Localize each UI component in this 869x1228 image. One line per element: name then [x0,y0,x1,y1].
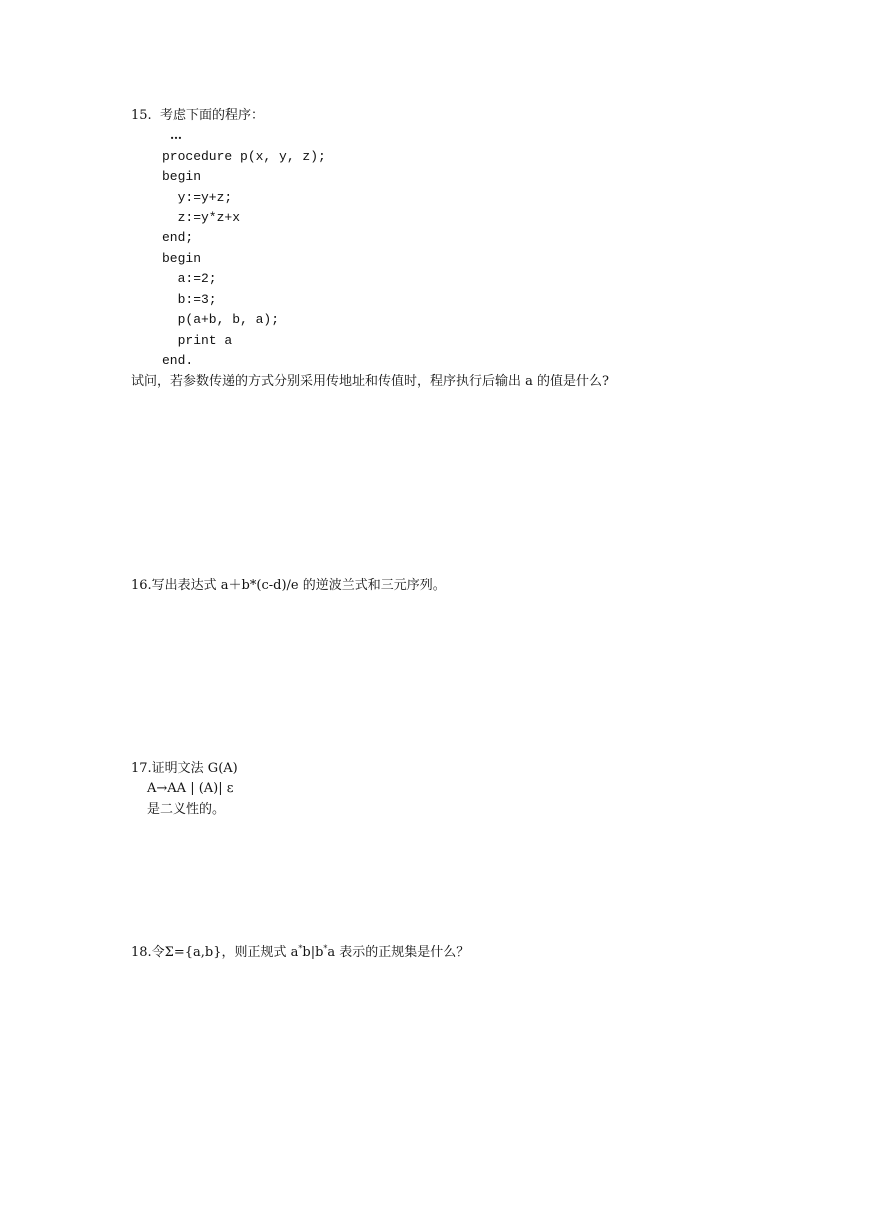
code-line: end; [162,230,194,245]
code-line: z:=y*z+x [162,210,241,225]
q17-heading: 17.证明文法 G(A) [131,761,238,776]
kleene-star: * [323,944,328,953]
code-line: y:=y+z; [162,190,233,205]
code-line: end. [162,353,194,368]
code-line: p(a+b, b, a); [162,312,280,327]
code-line: procedure p(x, y, z); [162,149,326,164]
code-line: b:=3; [162,292,217,307]
q18-text [131,945,469,961]
q18-middle: b|b [302,945,324,960]
q15-question: 试问，若参数传递的方式分别采用传地址和传值时，程序执行后输出 a 的值是什么? [131,374,609,389]
code-line: a:=2; [162,271,217,286]
kleene-star: * [298,944,303,953]
grammar-rule: A→AA | (A)| ε [147,781,234,796]
code-line: print a [162,333,233,348]
q18-suffix: a 表示的正规集是什么？ [327,945,470,960]
q18-prefix: 18.令Σ={a,b}，则正规式 a [131,945,299,960]
q16-text: 16.写出表达式 a＋b*(c-d)/e 的逆波兰式和三元序列。 [131,578,446,593]
q15-heading: 15. 考虑下面的程序： [131,108,264,123]
code-line: begin [162,169,202,184]
q17-conclusion: 是二义性的。 [147,802,226,817]
ellipsis: … [170,128,182,142]
code-line: begin [162,251,202,266]
